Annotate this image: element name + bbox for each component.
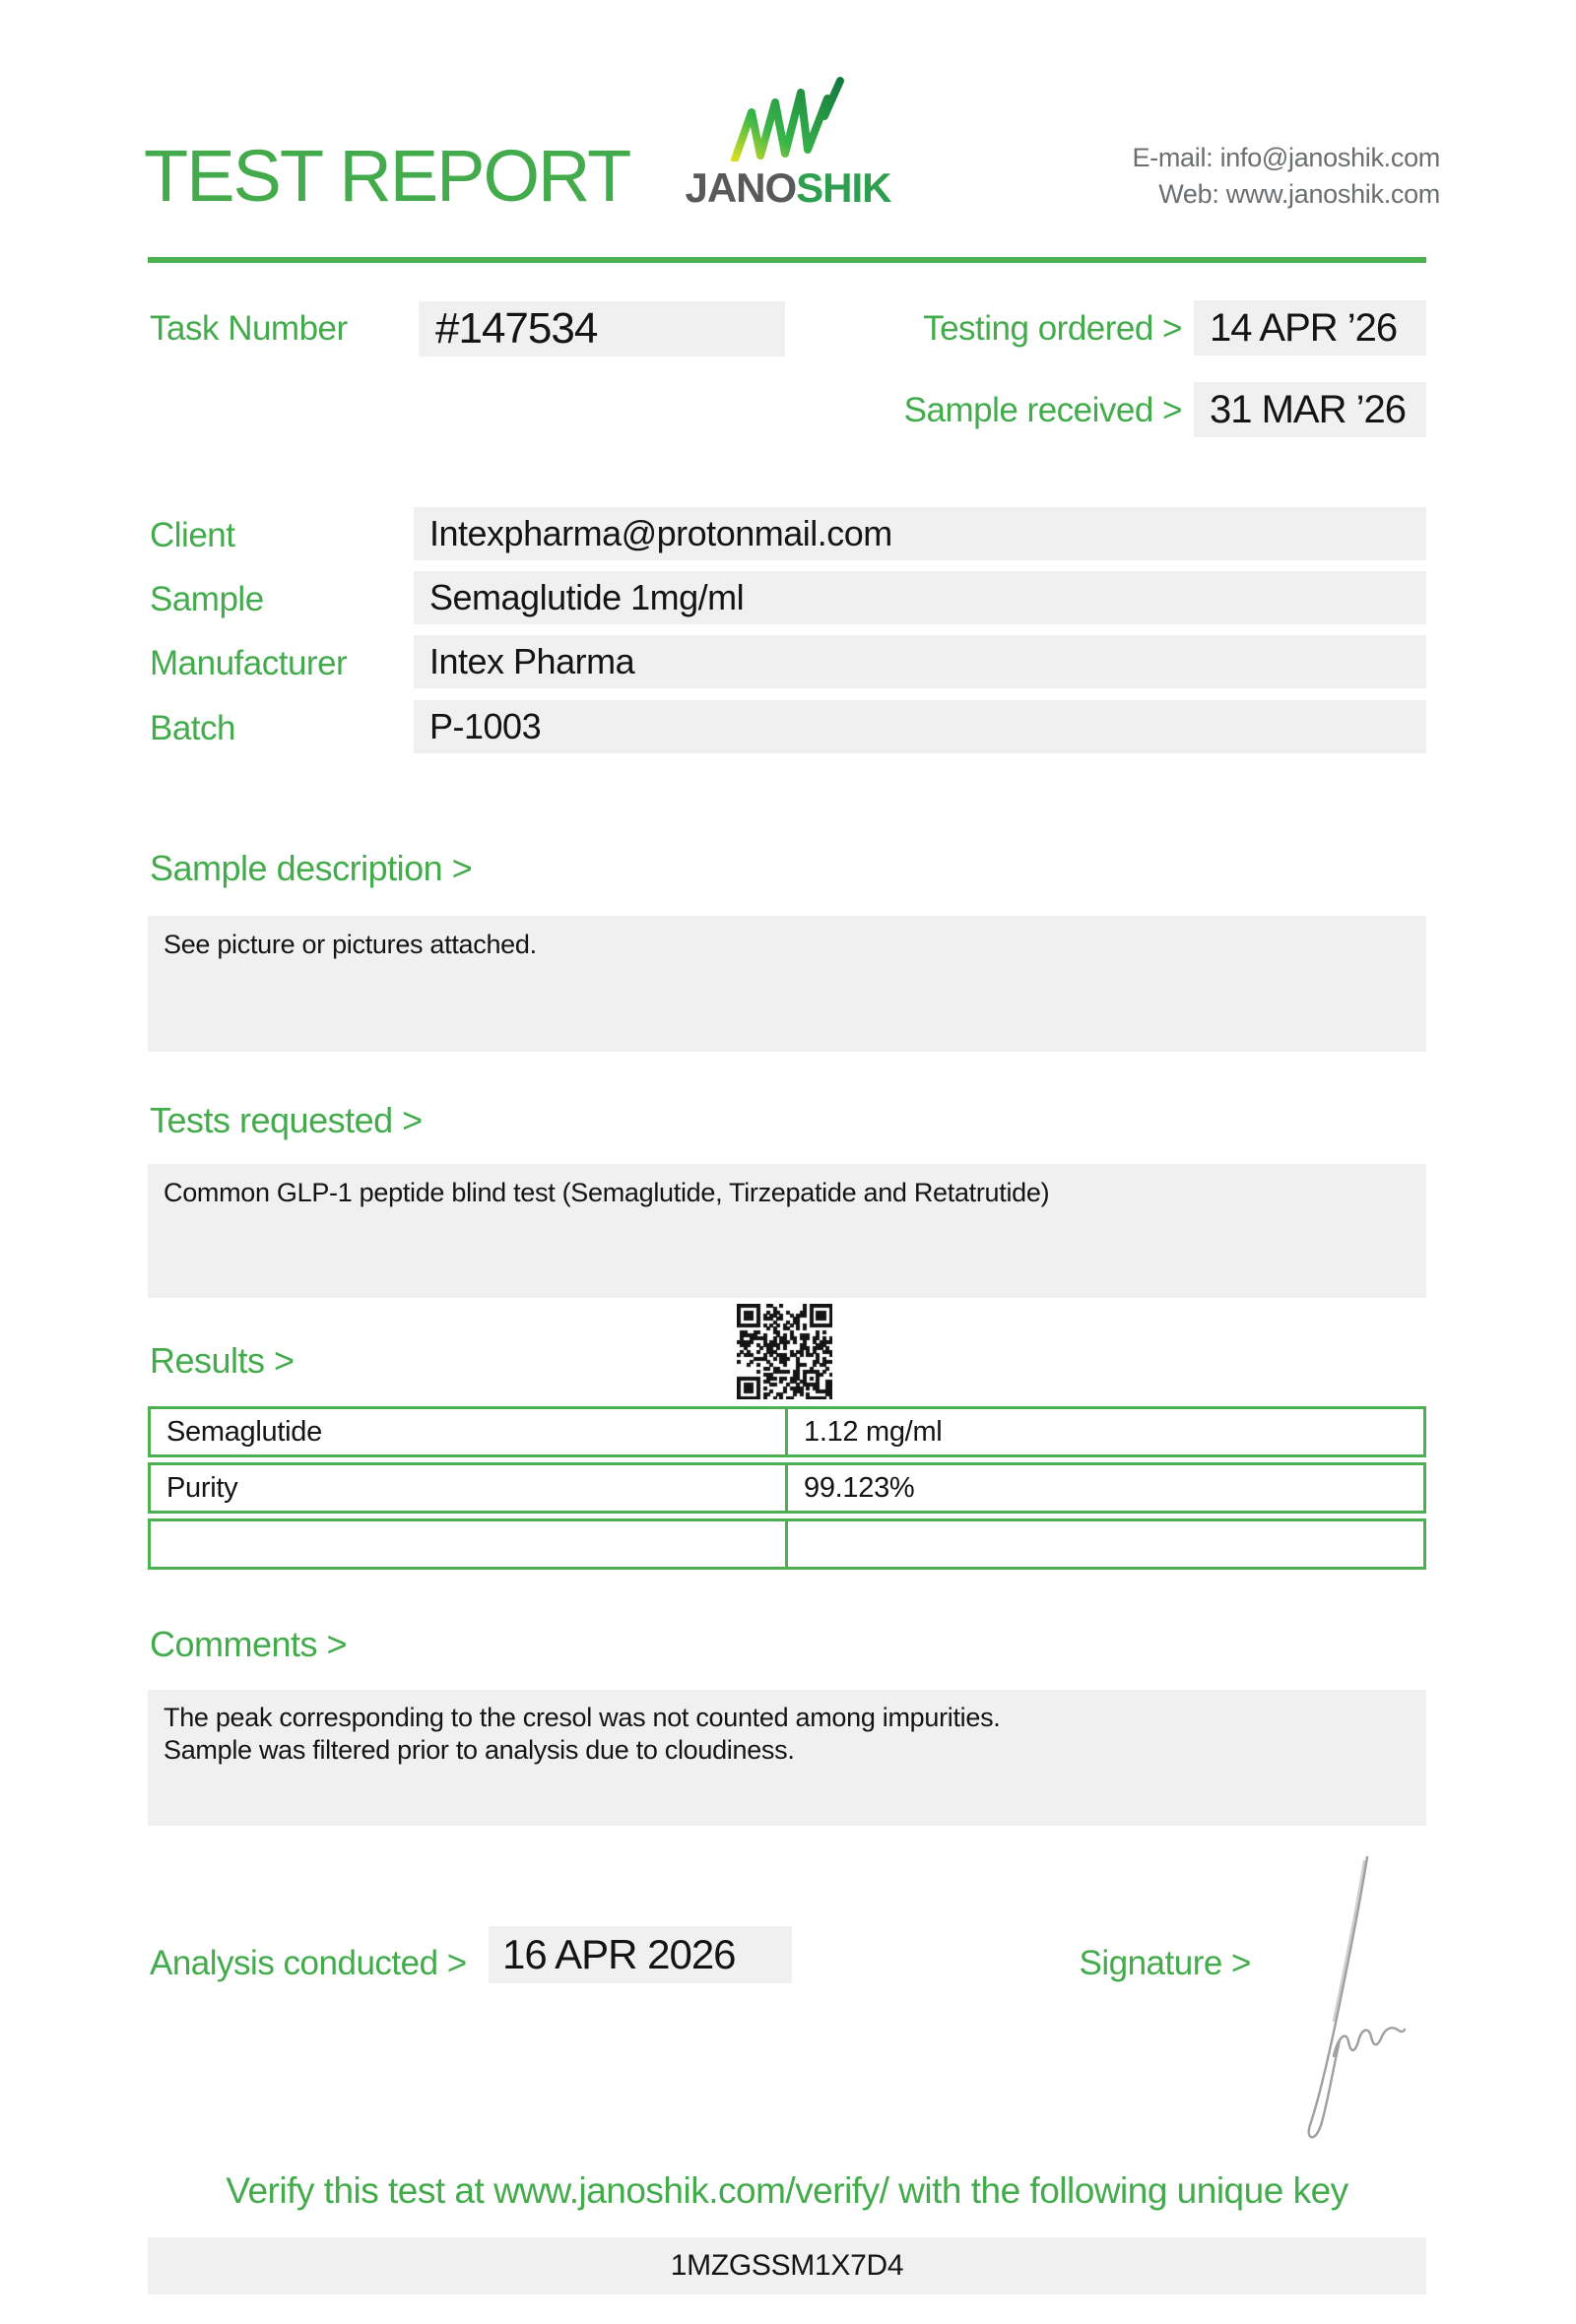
sample-received-value: 31 MAR ’26 — [1210, 387, 1406, 431]
comments-heading: Comments > — [150, 1624, 348, 1664]
contact-email: E-mail: info@janoshik.com — [1132, 143, 1440, 172]
batch-value: P-1003 — [429, 706, 542, 746]
batch-label: Batch — [150, 709, 235, 747]
sample-label: Sample — [150, 580, 264, 618]
results-heading: Results > — [150, 1340, 295, 1381]
janoshik-logo — [680, 77, 896, 209]
manufacturer-value: Intex Pharma — [429, 641, 635, 681]
manufacturer-label: Manufacturer — [150, 644, 348, 682]
qr-code — [737, 1304, 832, 1399]
testing-ordered-box — [1194, 300, 1426, 355]
task-number-label: Task Number — [150, 309, 348, 348]
logo-word-gray: JANO — [685, 164, 797, 211]
sample-received-label: Sample received > — [903, 391, 1182, 429]
signature-label: Signature > — [1079, 1944, 1251, 1982]
result-name-cell: Purity — [151, 1465, 788, 1511]
logo-word-green: SHIK — [796, 164, 891, 211]
result-value-cell — [788, 1521, 1423, 1567]
results-table — [148, 1406, 1426, 1575]
comments-box — [148, 1690, 1426, 1826]
logo-wordmark — [680, 164, 896, 211]
page-title: TEST REPORT — [144, 135, 630, 217]
testing-ordered-value: 14 APR ’26 — [1210, 305, 1398, 350]
client-value: Intexpharma@protonmail.com — [429, 513, 892, 553]
analysis-conducted-label: Analysis conducted > — [150, 1944, 467, 1982]
manufacturer-box — [414, 635, 1426, 688]
header-divider — [148, 257, 1426, 263]
testing-ordered-label: Testing ordered > — [923, 309, 1182, 348]
contact-web: Web: www.janoshik.com — [1158, 179, 1440, 209]
tests-requested-box — [148, 1164, 1426, 1298]
client-label: Client — [150, 516, 235, 554]
growth-chart-icon — [730, 77, 846, 161]
result-name-cell — [151, 1521, 788, 1567]
comment-line: The peak corresponding to the cresol was not counted among impurities. — [164, 1703, 1001, 1732]
result-value-cell: 1.12 mg/ml — [804, 1415, 943, 1448]
result-name-cell: Semaglutide — [151, 1409, 788, 1454]
sample-description-heading: Sample description > — [150, 848, 473, 888]
table-row — [148, 1406, 1426, 1457]
table-row — [148, 1462, 1426, 1514]
analysis-date-value: 16 APR 2026 — [502, 1931, 736, 1977]
tests-requested-heading: Tests requested > — [150, 1100, 423, 1140]
client-box — [414, 507, 1426, 560]
result-value-cell: 99.123% — [804, 1471, 915, 1504]
tests-requested-text: Common GLP-1 peptide blind test (Semaglutide, Tirzepatide and Retatrutide) — [164, 1178, 1050, 1207]
comment-line: Sample was filtered prior to analysis due to cloudiness. — [164, 1735, 795, 1765]
sample-description-text: See picture or pictures attached. — [164, 930, 537, 959]
sample-received-box — [1194, 382, 1426, 437]
analysis-date-box — [489, 1926, 792, 1983]
task-number-value: #147534 — [435, 304, 598, 353]
sample-value: Semaglutide 1mg/ml — [429, 577, 745, 617]
sample-box — [414, 571, 1426, 624]
batch-box — [414, 700, 1426, 753]
task-number-box — [419, 301, 785, 356]
verify-key-box — [148, 2237, 1426, 2294]
sample-description-box — [148, 916, 1426, 1052]
verify-instruction: Verify this test at www.janoshik.com/verify/ with the following unique key — [226, 2170, 1348, 2211]
signature — [1273, 1849, 1406, 2145]
table-row — [148, 1518, 1426, 1570]
contact-info — [1132, 140, 1440, 213]
verify-key-value: 1MZGSSM1X7D4 — [670, 2249, 904, 2282]
